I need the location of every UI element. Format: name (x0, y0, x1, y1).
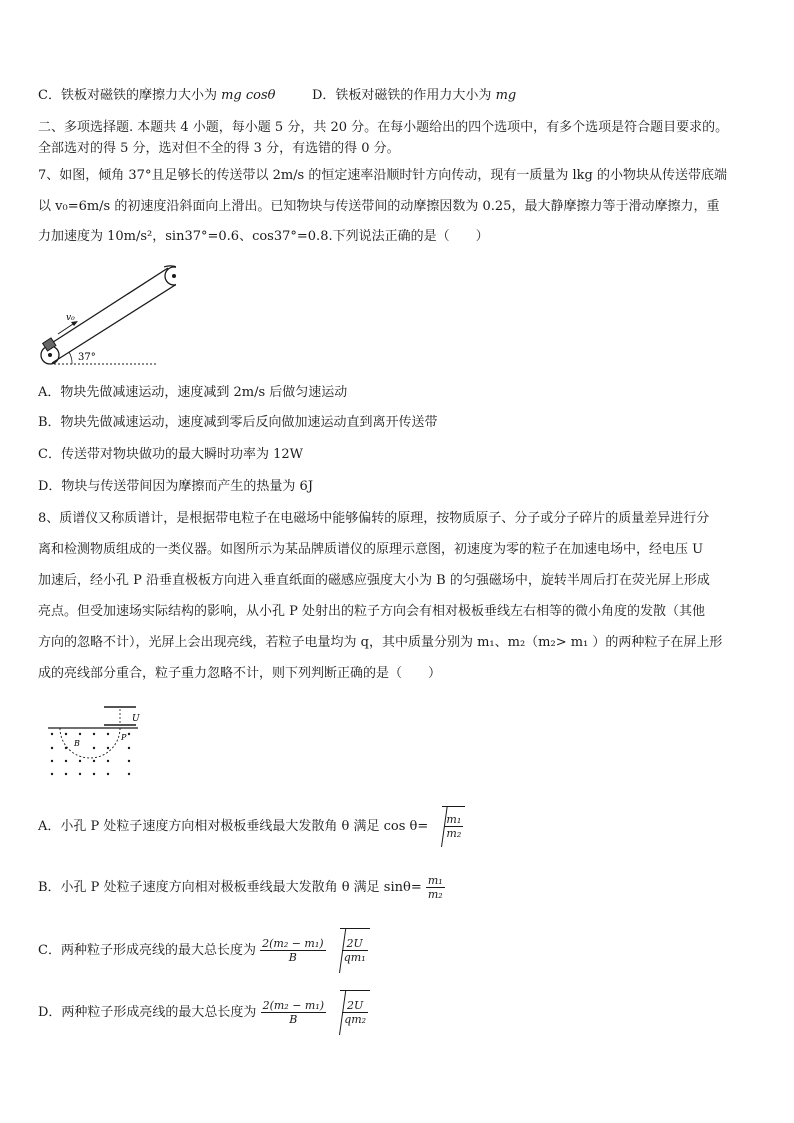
q8-option-d-text: D．两种粒子形成亮线的最大总长度为 (38, 1005, 257, 1020)
q8-fig-p-label: P (121, 733, 127, 742)
section2-line1: 二、多项选择题. 本题共 4 小题，每小题 5 分，共 20 分。在每小题给出的四个选项中，有多个选项是符合题目要求的。 (38, 120, 729, 135)
q8-option-d-den: B (261, 1012, 326, 1026)
q7-option-b: B．物块先做减速运动，速度减到零后反向做加速运动直到离开传送带 (38, 415, 438, 430)
q8-option-c-text: C．两种粒子形成亮线的最大总长度为 (38, 943, 256, 958)
q6-option-c-math: mg cosθ (221, 88, 276, 103)
q8-option-a-num: m₁ (446, 813, 462, 826)
q8-option-a-text: A．小孔 P 处粒子速度方向相对极板垂线最大发散角 θ 满足 cos θ= (38, 819, 429, 834)
q7-conveyor-figure (36, 262, 176, 372)
q8-stem-line5: 方向的忽略不计），光屏上会出现亮线，若粒子电量均为 q，其中质量分别为 m₁、m₂（m₂> m₁ ）的两种粒子在屏上形 (38, 635, 723, 650)
q8-option-a (38, 806, 465, 847)
q8-stem-line1: 8、质谱仪又称质谱计，是根据带电粒子在电磁场中能够偏转的原理，按物质原子、分子或分子碎片的质量差异进行分 (38, 511, 710, 526)
q8-option-b (38, 868, 445, 908)
q8-mass-spectrometer-figure (44, 704, 154, 780)
q8-stem-line6: 成的亮线部分重合，粒子重力忽略不计，则下列判断正确的是（ ） (38, 666, 442, 681)
q6-option-d-math: mg (495, 88, 517, 103)
section2-line2: 全部选对的得 5 分，选对但不全的得 3 分，有选错的得 0 分。 (38, 141, 400, 156)
q7-fig-v0-label: v₀ (66, 313, 75, 323)
q8-option-a-den: m₂ (446, 827, 462, 840)
q8-option-a-sqrt (432, 806, 465, 847)
q8-option-c-sqrt-num: 2U (346, 937, 363, 950)
q6-option-d-text: D．铁板对磁铁的作用力大小为 (312, 88, 492, 103)
q7-stem-line3: 力加速度为 10m/s²，sin37°=0.6、cos37°=0.8.下列说法正确的是（ ） (38, 229, 489, 244)
q8-stem-line2: 离和检测物质组成的一类仪器。如图所示为某品牌质谱仪的原理示意图，初速度为零的粒子在加速电场中，经电压 U (38, 542, 704, 557)
q8-option-d-sqrt (330, 990, 370, 1035)
q7-stem-line2: 以 v₀=6m/s 的初速度沿斜面向上滑出。已知物块与传送带间的动摩擦因数为 0.25，最大静摩擦力等于滑动摩擦力，重 (38, 199, 720, 214)
q8-option-c-sqrt (330, 928, 370, 973)
q8-stem-line3: 加速后，经小孔 P 沿垂直极板方向进入垂直纸面的磁感应强度大小为 B 的匀强磁场中，旋转半周后打在荧光屏上形成 (38, 573, 710, 588)
q8-stem-line4: 亮点。但受加速场实际结构的影响，从小孔 P 处射出的粒子方向会有相对极板垂线左右相等的微小角度的发散（其他 (38, 604, 706, 619)
q8-option-d (38, 990, 370, 1035)
q8-magnetic-field-dots (51, 733, 130, 775)
q8-option-d-sqrt-den: qm₂ (344, 1013, 367, 1026)
q7-fig-angle-label: 37° (78, 352, 96, 363)
q8-option-d-sqrt-num: 2U (347, 999, 364, 1012)
q6-option-c (38, 87, 275, 105)
q8-option-c-sqrt-den: qm₁ (343, 951, 366, 964)
q8-option-b-num: m₁ (427, 874, 443, 887)
q8-option-b-den: m₂ (427, 888, 443, 901)
q8-option-b-text: B．小孔 P 处粒子速度方向相对极板垂线最大发散角 θ 满足 sinθ= (38, 880, 422, 895)
q7-stem-line1: 7、如图，倾角 37°且足够长的传送带以 2m/s 的恒定速率沿顺时针方向传动，现有一质量为 lkg 的小物块从传送带底端 (38, 168, 727, 183)
q8-option-c (38, 928, 370, 973)
q8-option-c-num: 2(m₂ − m₁) (262, 937, 324, 950)
q7-option-d: D．物块与传送带间因为摩擦而产生的热量为 6J (38, 479, 314, 494)
q8-option-d-num: 2(m₂ − m₁) (262, 999, 325, 1012)
q8-fig-b-label: B (74, 739, 80, 748)
q6-option-d (312, 87, 516, 105)
q8-fig-u-label: U (132, 714, 140, 724)
q6-option-c-text: C．铁板对磁铁的摩擦力大小为 (38, 88, 217, 103)
q7-option-a: A．物块先做减速运动，速度减到 2m/s 后做匀速运动 (38, 385, 348, 400)
q8-option-c-den: B (260, 950, 325, 964)
q7-option-c: C．传送带对物块做功的最大瞬时功率为 12W (38, 447, 303, 462)
